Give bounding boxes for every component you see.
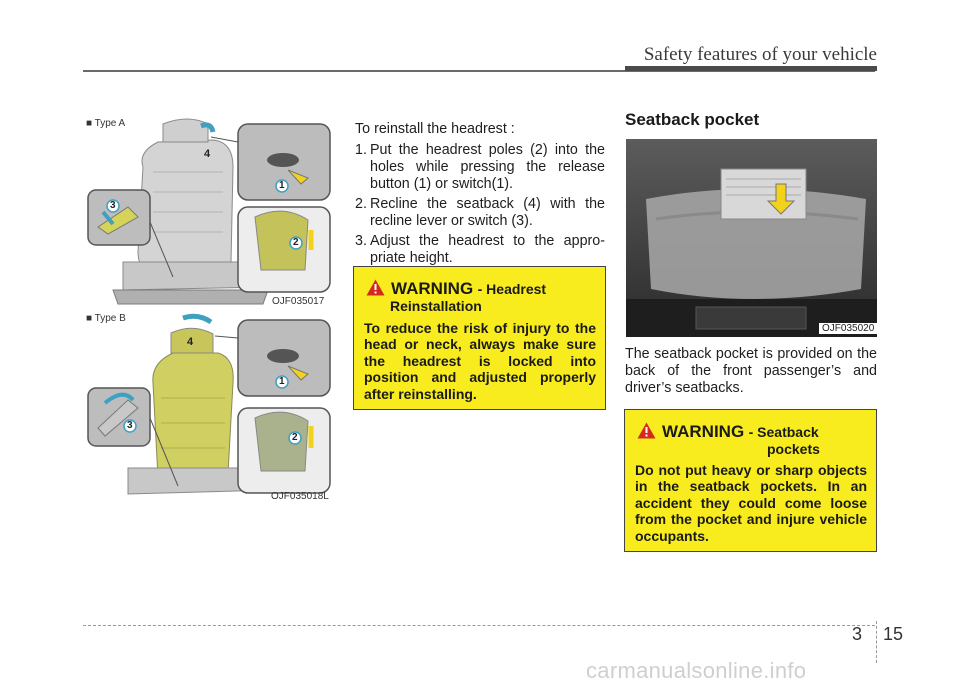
callout-2-a: 2 (293, 237, 299, 248)
type-a-label: ■ Type A (86, 118, 126, 129)
seat-illustration-b (83, 308, 333, 506)
header-rule-accent (625, 66, 877, 71)
type-b-label: ■ Type B (86, 313, 126, 324)
warning-headrest-box (353, 266, 606, 410)
instruction-step (355, 142, 605, 193)
figure-b-code: OJF035018L (271, 491, 329, 502)
page-number-separator (876, 621, 877, 663)
instruction-step (355, 233, 605, 267)
step-number: 2. (355, 196, 367, 212)
step-text: Recline the seatback (4) with the recline lever or switch (3). (370, 196, 605, 229)
warning-body: To reduce the risk of injury to the head or neck, always make sure the headrest is locked into position and adjusted properly after reinstalling. (364, 320, 596, 402)
step-number: 3. (355, 233, 367, 249)
step-text: Adjust the headrest to the appro-priate height. (370, 233, 605, 266)
callout-4-b: 4 (187, 336, 194, 348)
section-title-seatback-pocket: Seatback pocket (625, 110, 760, 129)
warning-subject-line2: Reinstallation (390, 298, 482, 314)
warning-heading (366, 279, 546, 299)
page-chapter-number: 3 (852, 624, 863, 644)
callout-2-b: 2 (292, 432, 298, 443)
seatback-pocket-text: The seatback pocket is provided on the back of the front passenger’s and driver’s seatbacks. (625, 346, 877, 396)
page-number: 15 (883, 624, 904, 644)
warning-subject: - Seatback (748, 424, 819, 440)
seatback-pocket-image (626, 139, 877, 337)
seatback-pocket-photo (626, 139, 877, 337)
instructions-lead: To reinstall the headrest : (355, 121, 515, 137)
warning-body: Do not put heavy or sharp objects in the seatback pockets. In an accident they could come loose from the pocket and injure vehicle occupants. (635, 462, 867, 544)
callout-4-a: 4 (204, 148, 211, 160)
warning-subject-line2: pockets (767, 441, 820, 457)
step-number: 1. (355, 142, 367, 158)
photo-code: OJF035020 (819, 323, 877, 334)
figure-a-code: OJF035017 (272, 296, 325, 307)
callout-3-b: 3 (127, 420, 133, 431)
warning-triangle-icon (366, 279, 385, 296)
header-title: Safety features of your vehicle (643, 44, 877, 65)
figure-type-b (83, 308, 333, 506)
warning-word: WARNING (662, 422, 745, 441)
callout-1-b: 1 (279, 376, 285, 387)
figure-type-a (83, 112, 333, 310)
warning-subject: - Headrest (477, 281, 547, 297)
instruction-step (355, 196, 605, 230)
footer-rule (83, 625, 875, 626)
warning-heading (637, 422, 819, 442)
warning-word: WARNING (391, 279, 474, 298)
warning-seatback-box (624, 409, 877, 552)
warning-triangle-icon (637, 422, 656, 439)
type-a-text: Type A (94, 118, 126, 129)
callout-1-a: 1 (279, 180, 285, 191)
type-b-text: Type B (94, 313, 126, 324)
step-text: Put the headrest poles (2) into the holes while pressing the release button (1) or switch(1). (370, 142, 605, 192)
reinstall-instructions (355, 121, 605, 270)
callout-3-a: 3 (110, 200, 116, 211)
seat-illustration-a (83, 112, 333, 310)
watermark: carmanualsonline.info (586, 658, 807, 683)
